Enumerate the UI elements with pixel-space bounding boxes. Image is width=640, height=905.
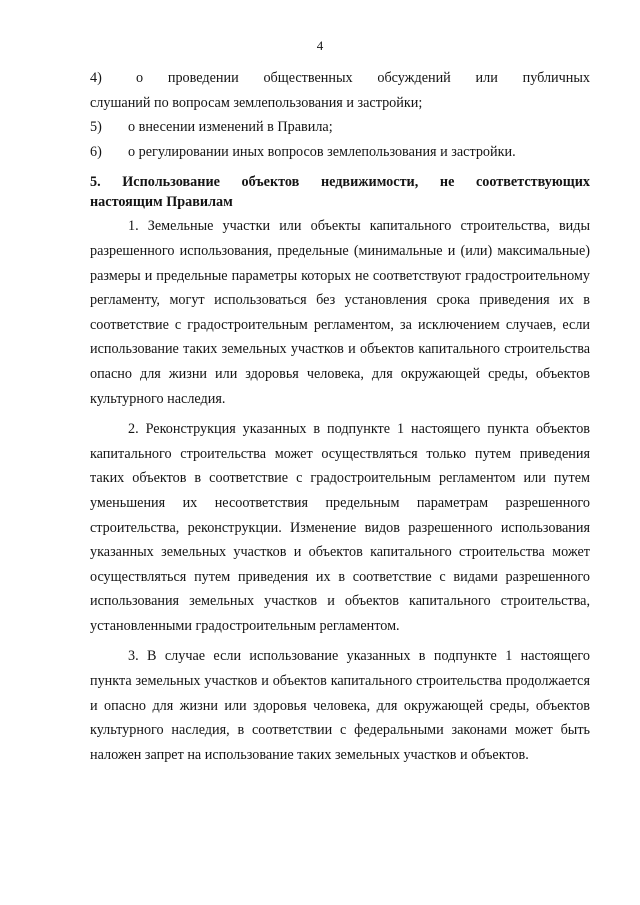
paragraph: 2. Реконструкция указанных в подпункте 1 настоящего пункта объектов капитального строительства может осуществляться только путем приведения таких объектов в соответствие с градостроительным регламентом или путем уменьшения их несоответствия предельным параметрам разрешенного строительства, реконструкции. Изменение видов разрешенного использования указанных земельных участков и объектов капитального строительства может осуществляться путем приведения их в соответствие с видами разрешенного использования земельных участков и объектов капитального строительства, установленными градостроительным регламентом. bbox=[90, 421, 590, 634]
list-item-number: 5) bbox=[90, 119, 102, 136]
section-heading-line: настоящим Правилам bbox=[90, 194, 233, 211]
list-item bbox=[90, 66, 590, 115]
list-item-text: о регулировании иных вопросов землепользования и застройки. bbox=[128, 143, 516, 160]
page-number: 4 bbox=[316, 38, 324, 53]
document-body bbox=[90, 66, 590, 767]
list-item-text: о внесении изменений в Правила; bbox=[128, 119, 333, 136]
paragraph: 3. В случае если использование указанных в подпункте 1 настоящего пункта земельных участков и объектов капитального строительства продолжается и опасно для жизни или здоровья человека, для окружающей среды, объектов культурного наследия, в соответствии с федеральными законами может быть наложен запрет на использование таких земельных участков и объектов. bbox=[90, 648, 590, 763]
list-item-number: 4) bbox=[90, 70, 102, 86]
list-item-number: 6) bbox=[90, 143, 102, 160]
section-heading-line: 5. Использование объектов недвижимости, не соответствующих bbox=[90, 174, 590, 191]
list-item bbox=[90, 115, 590, 140]
list-item-text: о проведении общественных обсуждений или публичных bbox=[136, 70, 590, 86]
list-item-text-continued: слушаний по вопросам землепользования и застройки; bbox=[90, 94, 423, 111]
list-item bbox=[90, 140, 590, 165]
paragraph: 1. Земельные участки или объекты капитального строительства, виды разрешенного использования, предельные (минимальные и (или) максимальные) размеры и предельные параметры которых не соответствуют градостроительному регламенту, могут использоваться без установления срока приведения их в соответствие с градостроительным регламентом, за исключением случаев, если использование таких земельных участков и объектов капитального строительства опасно для жизни или здоровья человека, для окружающей среды, объектов культурного наследия. bbox=[90, 218, 590, 407]
section-heading bbox=[90, 172, 590, 212]
